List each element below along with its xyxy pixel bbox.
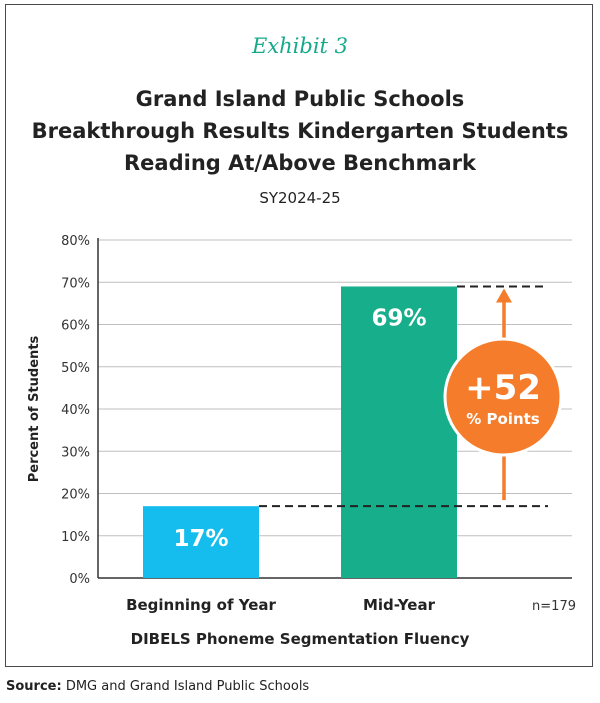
source-label: Source: bbox=[6, 679, 62, 694]
x-category-label: Beginning of Year bbox=[126, 596, 276, 614]
chart-subtitle: SY2024-25 bbox=[259, 189, 341, 207]
source-text: DMG and Grand Island Public Schools bbox=[65, 679, 310, 694]
exhibit-label: Exhibit 3 bbox=[251, 34, 349, 58]
sample-size-note: n=179 bbox=[532, 599, 576, 614]
y-axis-label: Percent of Students bbox=[27, 335, 42, 483]
source-note bbox=[6, 679, 309, 694]
callout-value: +52 bbox=[465, 368, 541, 408]
increase-arrow-head bbox=[496, 288, 512, 302]
y-tick-label: 20% bbox=[61, 487, 90, 503]
chart-title-line-1: Grand Island Public Schools bbox=[135, 87, 465, 111]
y-tick-label: 70% bbox=[61, 276, 90, 292]
y-tick-label: 80% bbox=[61, 234, 90, 249]
x-axis-label: DIBELS Phoneme Segmentation Fluency bbox=[130, 630, 470, 648]
y-tick-label: 60% bbox=[61, 318, 90, 334]
chart-title-line-3: Reading At/Above Benchmark bbox=[124, 151, 476, 175]
y-tick-label: 40% bbox=[61, 403, 90, 418]
data-label: 17% bbox=[173, 526, 229, 553]
data-label: 69% bbox=[371, 305, 427, 332]
chart-title-line-2: Breakthrough Results Kindergarten Students bbox=[31, 119, 569, 143]
callout-unit: % Points bbox=[466, 410, 540, 428]
x-category-label: Mid-Year bbox=[362, 596, 436, 614]
y-tick-label: 50% bbox=[61, 360, 90, 376]
y-tick-label: 0% bbox=[69, 572, 90, 587]
y-tick-label: 30% bbox=[61, 445, 90, 461]
y-tick-label: 10% bbox=[61, 529, 90, 545]
